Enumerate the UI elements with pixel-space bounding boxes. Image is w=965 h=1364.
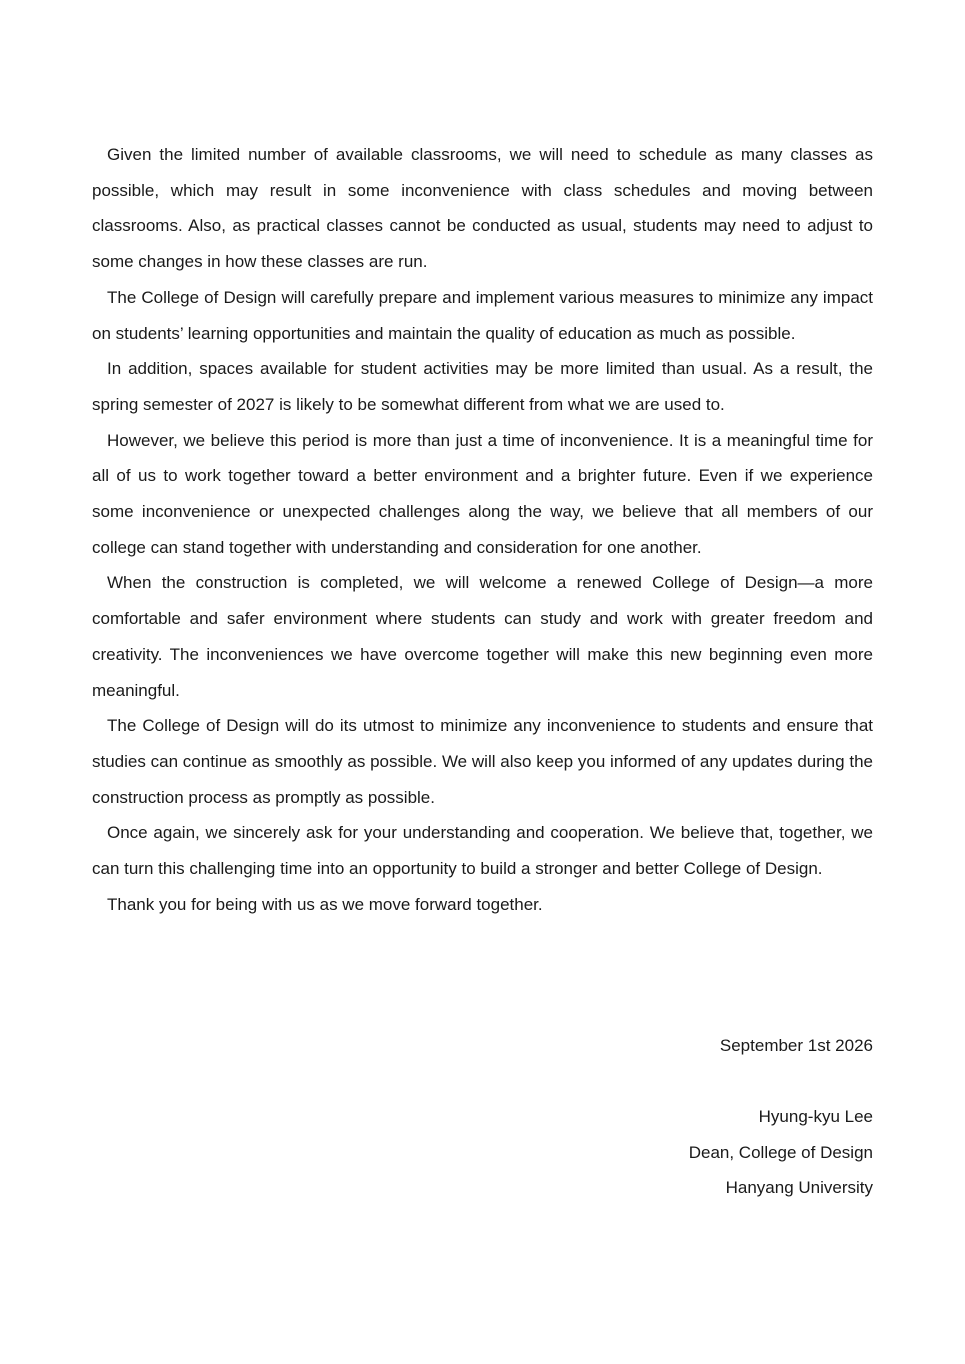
signer-institution: Hanyang University (725, 1178, 873, 1198)
signer-title: Dean, College of Design (688, 1142, 873, 1162)
letter-body (92, 137, 873, 922)
paragraph-thank-you: Thank you for being with us as we move forward together. (107, 894, 543, 914)
paragraph-classroom-scheduling: Given the limited number of available classrooms, we will need to schedule as many classes as possible, which may result in some inconvenience with class schedules and moving between classrooms. Also, as practical classes cannot be conducted as usual, students may need to adjust to some changes in how these classes are run. (92, 145, 873, 272)
letter-date: September 1st 2026 (719, 1036, 873, 1055)
paragraph-understanding-cooperation: Once again, we sincerely ask for your understanding and cooperation. We believe that, together, we can turn this challenging time into an opportunity to build a stronger and better College of Design. (92, 823, 873, 879)
paragraph-utmost-effort: The College of Design will do its utmost to minimize any inconvenience to students and ensure that studies can continue as smoothly as possible. We will also keep you informed of any updates during the construction process as promptly as possible. (92, 716, 873, 807)
paragraph-renewed-college: When the construction is completed, we will welcome a renewed College of Design—a more comfortable and safer environment where students can study and work with greater freedom and creativity. The inconveniences we have overcome together will make this new beginning even more meaningful. (92, 573, 873, 700)
paragraph-student-activities: In addition, spaces available for student activities may be more limited than usual. As a result, the spring semester of 2027 is likely to be somewhat different from what we are used to. (92, 359, 873, 414)
signer-name: Hyung-kyu Lee (758, 1107, 873, 1126)
paragraph-minimize-impact: The College of Design will carefully prepare and implement various measures to minimize any impact on students’ learning opportunities and maintain the quality of education as much as possible. (92, 287, 873, 343)
signature-block (373, 1099, 873, 1206)
paragraph-meaningful-time: However, we believe this period is more than just a time of inconvenience. It is a meaningful time for all of us to work together toward a better environment and a brighter future. Even if we experience some inconvenience or unexpected challenges along the way, we believe that all members of our college can stand together with understanding and consideration for one another. (92, 430, 873, 557)
